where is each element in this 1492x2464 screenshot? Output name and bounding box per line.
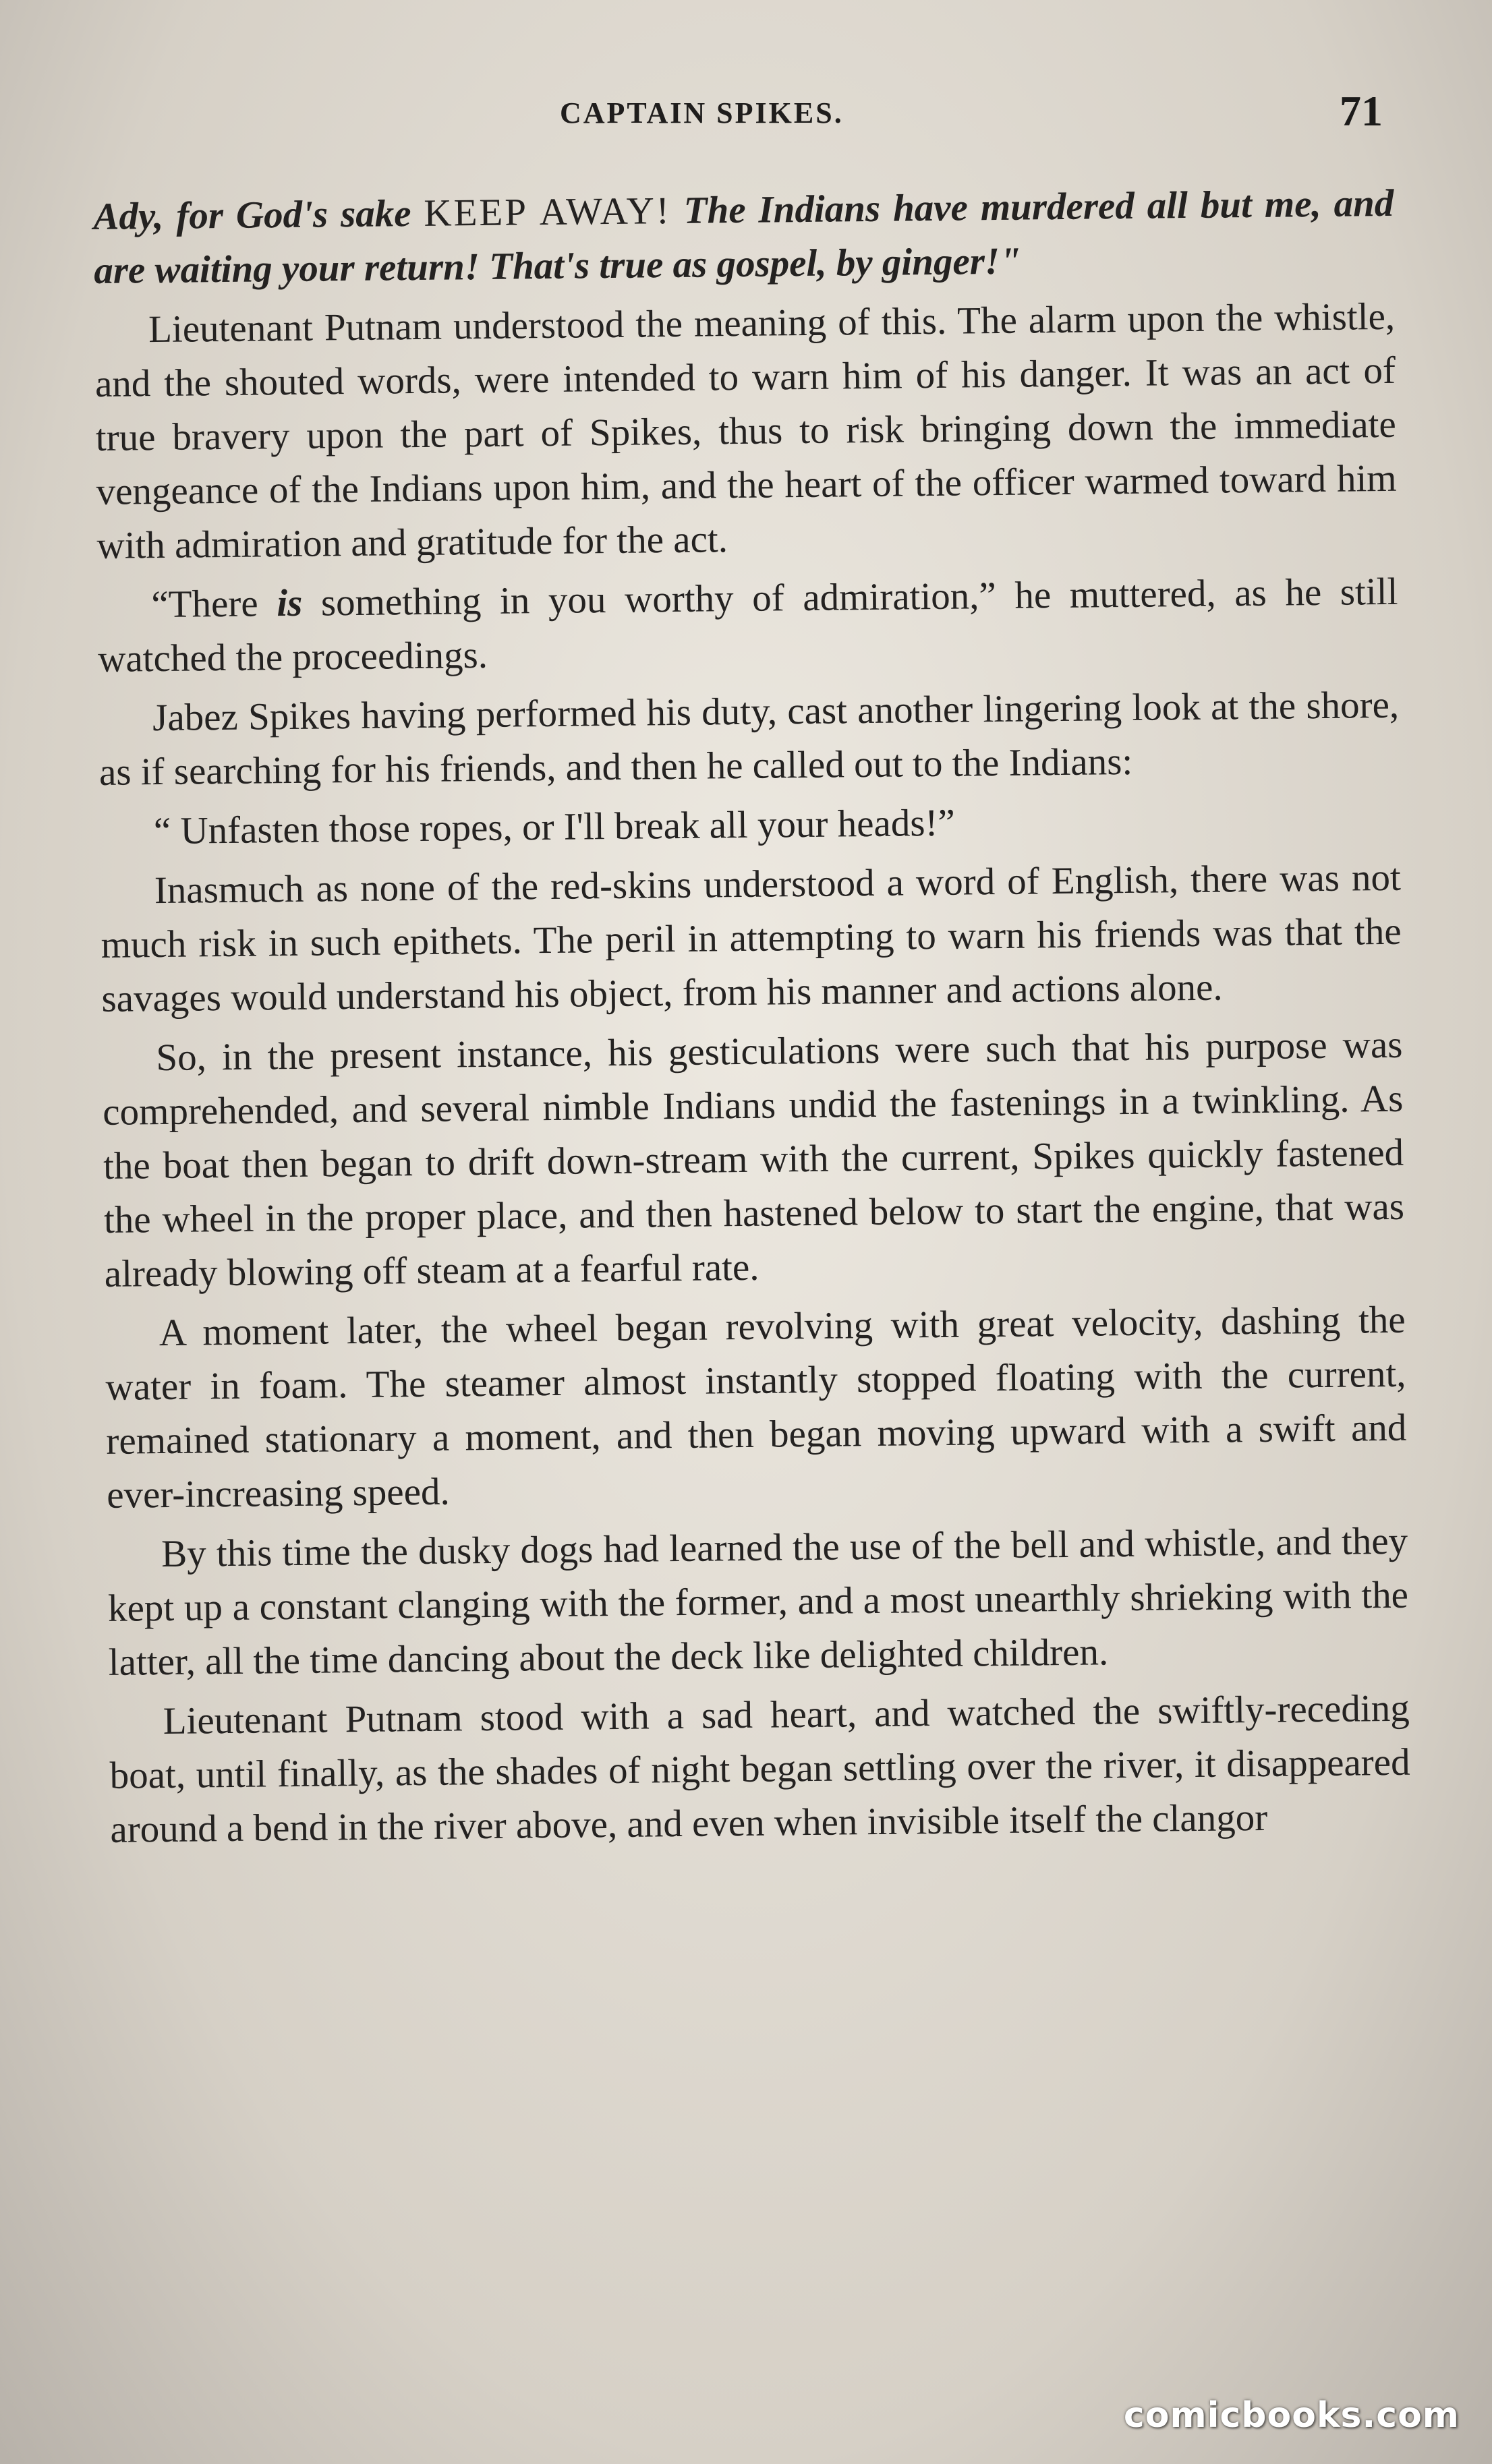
running-head: CAPTAIN SPIKES. [560, 96, 844, 129]
watermark: comicbooks.com [1123, 2395, 1460, 2436]
page-header [0, 86, 1492, 140]
paragraph-quote: “ Unfasten those ropes, or I'll break all your heads!” [153, 801, 956, 853]
paragraph: Inasmuch as none of the red-skins understood a word of English, there was not much risk in such epithets. The peril in attempting to warn his friends was that the savages would understand his object, from his manner and actions alone. [101, 856, 1402, 1020]
text-span: “There [151, 582, 277, 626]
paragraph: Lieutenant Putnam understood the meaning of this. The alarm upon the whistle, and the shouted words, were intended to warn him of his danger. It was an act of true bravery upon the part of Spikes, thus to risk bringing down the immediate vengeance of the Indians upon him, and the heart of the officer warmed toward him with admiration and gratitude for the act. [94, 295, 1397, 567]
italic-text: is [276, 581, 303, 625]
page-number: 71 [1340, 87, 1383, 135]
text-span: something in you worthy of admiration,” he muttered, as he still watched the proceedings. [97, 570, 1398, 680]
paragraph: So, in the present instance, his gesticulations were such that his purpose was comprehended, and several nimble Indians undid the fastenings in a twinkling. As the boat then began to drift down-stream with the current, Spikes quickly fastened the wheel in the proper place, and then hastened below to start the engine, that was already blowing off steam at a fearful rate. [102, 1023, 1405, 1295]
paragraph: By this time the dusky dogs had learned the use of the bell and whistle, and they kept up a constant clanging with the former, and a most unearthly shrieking with the latter, all the time dancing about the deck like delighted children. [107, 1519, 1409, 1684]
paragraph [97, 565, 1399, 686]
caps-text: KEEP AWAY! [424, 189, 672, 235]
italic-text: The Indians have murdered all but me, and are waiting your return! That's true as gospel, by ginger!" [93, 181, 1394, 292]
body-text [93, 177, 1411, 1862]
paragraph: Jabez Spikes having performed his duty, cast another lingering look at the shore, as if searching for his friends, and then he called out to the Indians: [98, 683, 1400, 794]
paragraph: Lieutenant Putnam stood with a sad heart, and watched the swiftly-receding boat, until finally, as the shades of night began settling over the river, it disappeared around a bend in the river above, and even when invisible itself the clangor [109, 1686, 1410, 1851]
paragraph: A moment later, the wheel began revolving with great velocity, dashing the water in foam. The steamer almost instantly stopped floating with the current, remained stationary a moment, and then began moving upward with a swift and ever-increasing speed. [105, 1298, 1407, 1517]
paragraph-opening [93, 177, 1395, 298]
italic-text: Ady, for God's sake [93, 192, 424, 238]
